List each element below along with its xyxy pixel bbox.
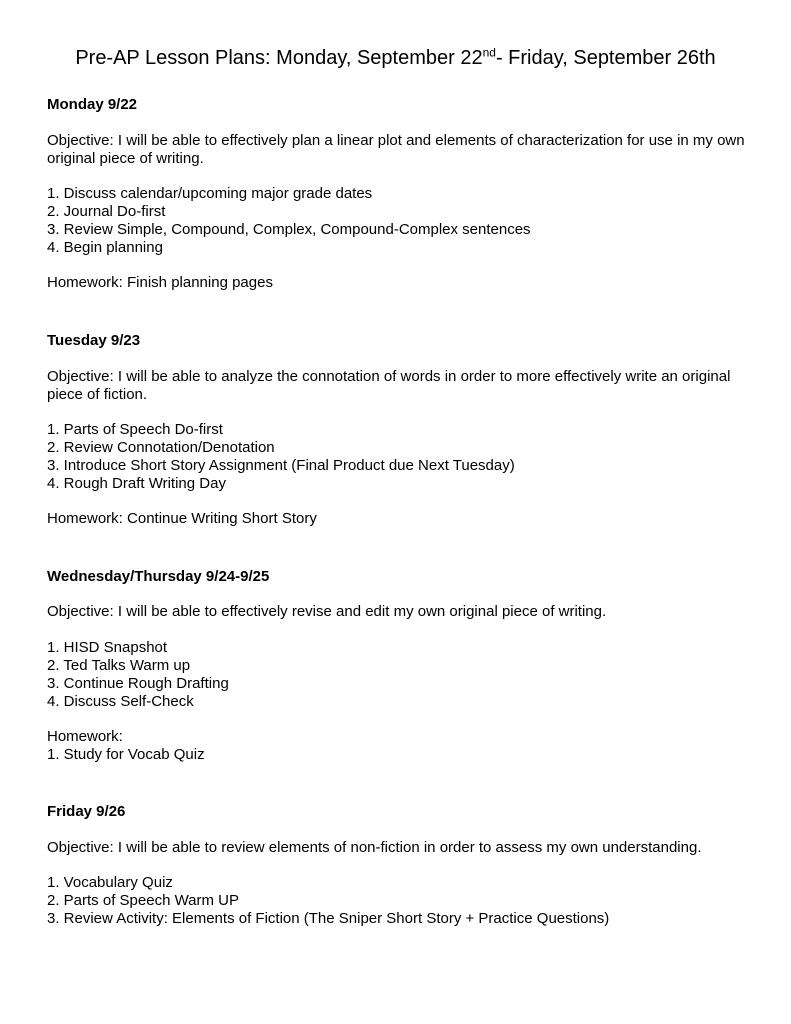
day-heading-wednesday-thursday: Wednesday/Thursday 9/24-9/25: [47, 568, 270, 585]
list-item: 2. Review Connotation/Denotation: [47, 439, 275, 456]
title-prefix: Pre-AP Lesson Plans: Monday, September 22: [75, 47, 483, 69]
activity-list-friday: [47, 874, 609, 928]
list-item: 4. Begin planning: [47, 239, 163, 256]
objective-friday: Objective: I will be able to review elements of non-fiction in order to assess my own understanding.: [47, 839, 702, 856]
activity-list-monday: [47, 185, 531, 257]
list-item: 1. Parts of Speech Do-first: [47, 421, 223, 438]
list-item: 2. Ted Talks Warm up: [47, 657, 191, 674]
list-item: 1. Vocabulary Quiz: [47, 874, 173, 891]
homework-label-wednesday-thursday: Homework:: [47, 728, 123, 745]
list-item: 3. Introduce Short Story Assignment (Final Product due Next Tuesday): [47, 457, 515, 474]
objective-tuesday: Objective: I will be able to analyze the connotation of words in order to more effectively write an original piece of fiction.: [47, 368, 731, 403]
list-item: 3. Continue Rough Drafting: [47, 675, 229, 692]
homework-tuesday: Homework: Continue Writing Short Story: [47, 510, 317, 527]
page-title: [0, 44, 791, 72]
title-superscript: nd: [482, 45, 496, 60]
list-item: 2. Journal Do-first: [47, 203, 166, 220]
objective-monday: Objective: I will be able to effectively plan a linear plot and elements of characterization for use in my own original piece of writing.: [47, 132, 745, 167]
list-item: 1. Study for Vocab Quiz: [47, 746, 205, 763]
activity-list-wednesday-thursday: [47, 639, 229, 711]
list-item: 1. HISD Snapshot: [47, 639, 168, 656]
title-suffix: - Friday, September 26th: [495, 47, 716, 69]
list-item: 1. Discuss calendar/upcoming major grade dates: [47, 185, 373, 202]
day-heading-friday: Friday 9/26: [47, 803, 126, 820]
day-heading-tuesday: Tuesday 9/23: [47, 332, 141, 349]
objective-wednesday-thursday: Objective: I will be able to effectively revise and edit my own original piece of writing.: [47, 603, 607, 620]
list-item: 3. Review Activity: Elements of Fiction (The Sniper Short Story + Practice Questions): [47, 910, 610, 927]
list-item: 4. Rough Draft Writing Day: [47, 475, 226, 492]
homework-list-wednesday-thursday: [47, 746, 205, 764]
day-heading-monday: Monday 9/22: [47, 96, 138, 113]
list-item: 3. Review Simple, Compound, Complex, Compound-Complex sentences: [47, 221, 531, 238]
list-item: 4. Discuss Self-Check: [47, 693, 194, 710]
list-item: 2. Parts of Speech Warm UP: [47, 892, 240, 909]
activity-list-tuesday: [47, 421, 515, 493]
homework-monday: Homework: Finish planning pages: [47, 274, 273, 291]
